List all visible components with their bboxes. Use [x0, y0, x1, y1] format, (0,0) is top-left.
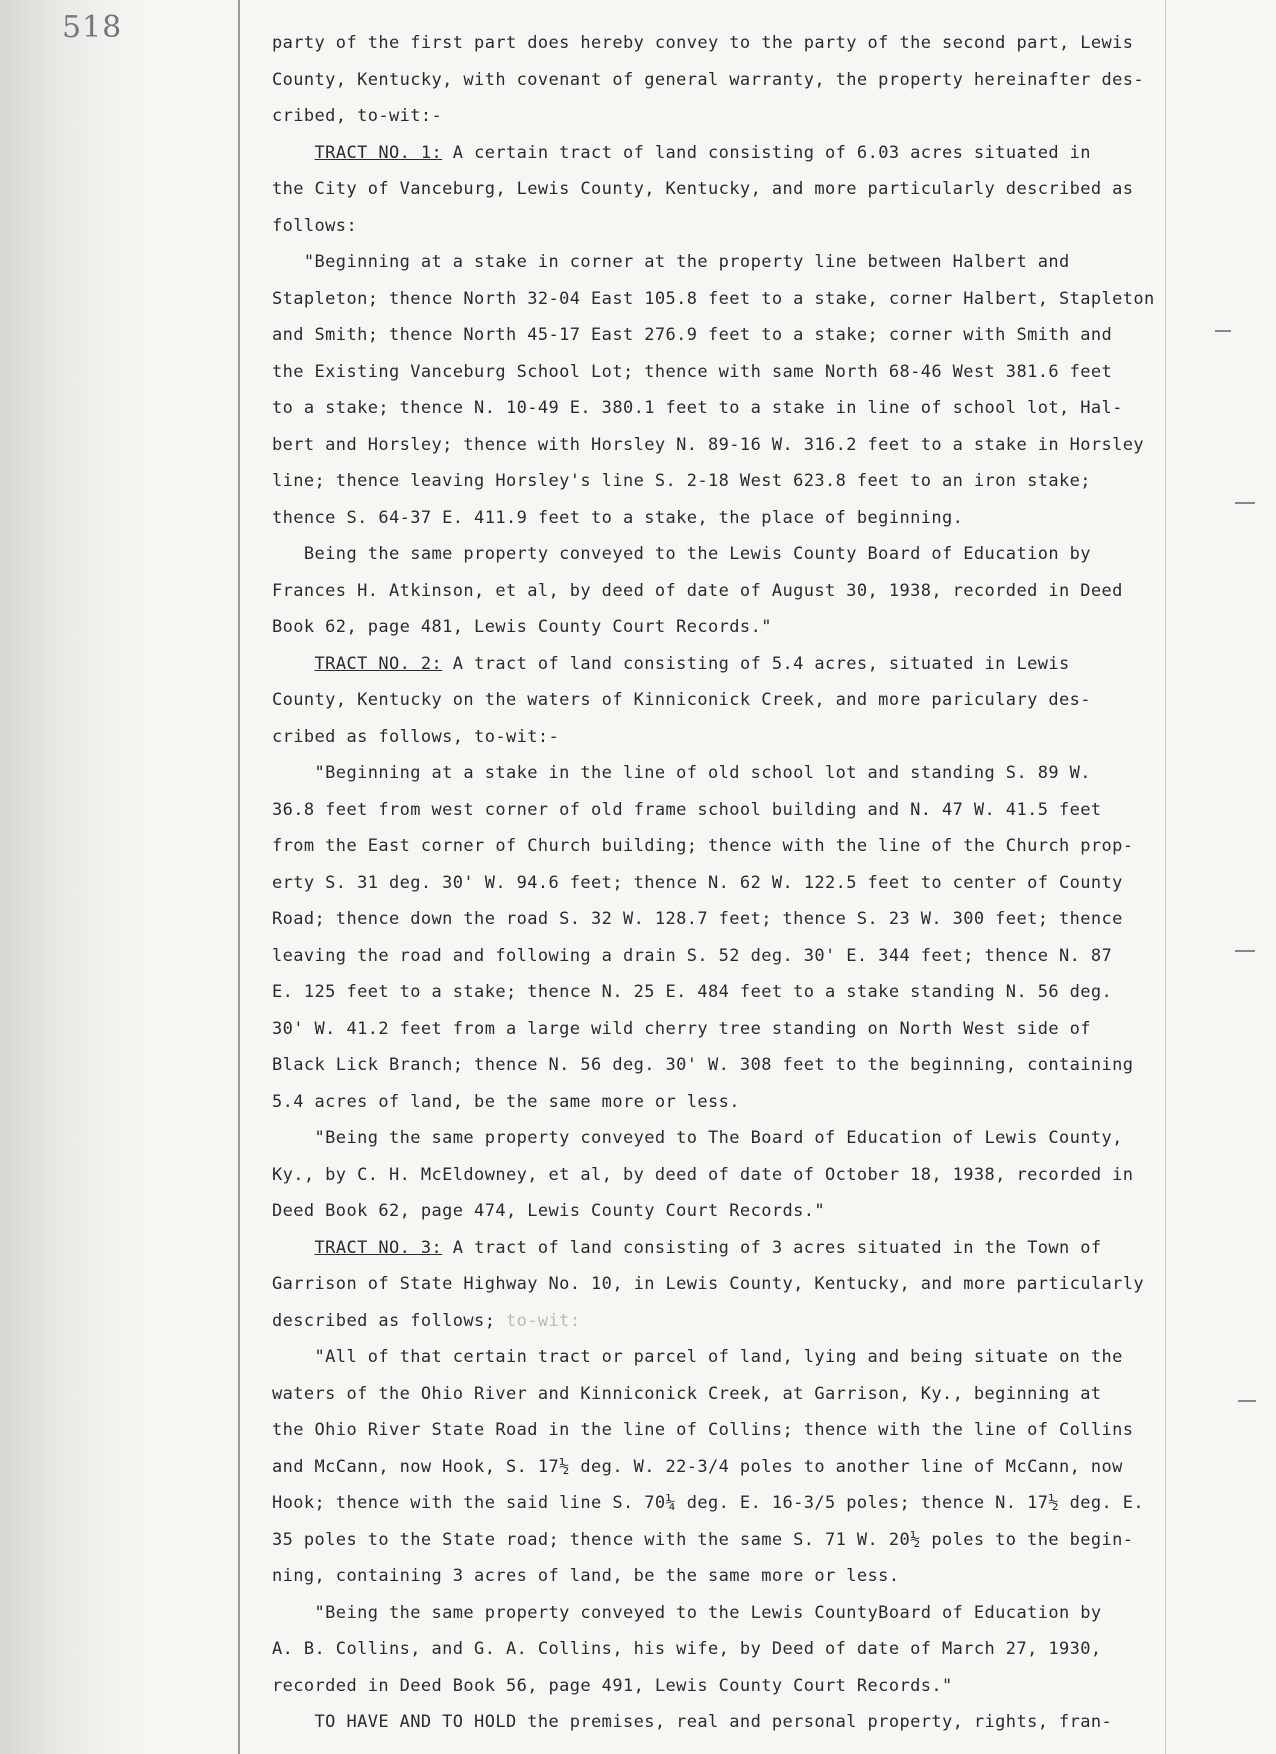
line-text: and McCann, now Hook, S. 17½ deg. W. 22-3/4 poles to another line of McCann, now — [272, 1456, 1123, 1477]
line-text: waters of the Ohio River and Kinniconick Creek, at Garrison, Ky., beginning at — [272, 1383, 1102, 1404]
line-text: from the East corner of Church building; thence with the line of the Church prop- — [272, 836, 1134, 856]
line-text: Deed Book 62, page 474, Lewis County Court Records." — [272, 1201, 826, 1221]
text-line — [272, 609, 1172, 646]
text-line — [272, 1412, 1172, 1449]
line-text: 36.8 feet from west corner of old frame school building and N. 47 W. 41.5 feet — [272, 799, 1102, 820]
text-line — [272, 1011, 1172, 1048]
line-text: Stapleton; thence North 32-04 East 105.8 feet to a stake, corner Halbert, Stapleton — [272, 288, 1155, 309]
text-line — [272, 1266, 1172, 1303]
text-line — [272, 536, 1172, 573]
text-line — [272, 1193, 1172, 1230]
line-text: ning, containing 3 acres of land, be the same more or less. — [272, 1566, 900, 1586]
line-text: recorded in Deed Book 56, page 491, Lewis County Court Records." — [272, 1675, 953, 1696]
text-line — [272, 865, 1172, 902]
line-text: Hook; thence with the said line S. 70¼ deg. E. 16-3/5 poles; thence N. 17½ deg. E. — [272, 1493, 1145, 1513]
text-line — [272, 719, 1172, 756]
text-line — [272, 1704, 1172, 1741]
text-line — [272, 354, 1172, 391]
line-text: Black Lick Branch; thence N. 56 deg. 30' W. 308 feet to the beginning, containing — [272, 1055, 1134, 1075]
line-text: described as follows; — [272, 1310, 506, 1331]
line-text — [272, 1238, 315, 1258]
tract-heading: TRACT NO. 2: — [314, 653, 443, 674]
line-text: 35 poles to the State road; thence with the same S. 71 W. 20½ poles to the begin- — [272, 1529, 1134, 1550]
faded-text: to-wit: — [505, 1310, 581, 1331]
text-line — [272, 317, 1172, 354]
scan-edge-shadow — [0, 0, 150, 1754]
line-text: County, Kentucky, with covenant of general warranty, the property hereinafter des- — [272, 69, 1145, 90]
text-line — [272, 281, 1172, 318]
line-text: cribed, to-wit:- — [272, 106, 443, 126]
margin-mark — [1238, 1400, 1256, 1402]
margin-mark — [1235, 502, 1255, 504]
line-text: Ky., by C. H. McEldowney, et al, by deed of date of October 18, 1938, recorded in — [272, 1164, 1134, 1185]
line-text: "Being the same property conveyed to the Lewis CountyBoard of Education by — [272, 1602, 1102, 1623]
text-line — [272, 1084, 1172, 1121]
line-text: A certain tract of land consisting of 6.03 acres situated in — [442, 142, 1091, 163]
line-text: 5.4 acres of land, be the same more or less. — [272, 1091, 740, 1112]
tract-heading: TRACT NO. 3: — [314, 1237, 443, 1258]
line-text: Being the same property conveyed to the Lewis County Board of Education by — [272, 544, 1091, 564]
text-line — [272, 1522, 1172, 1559]
text-line — [272, 427, 1172, 464]
line-text: the Ohio River State Road in the line of Collins; thence with the line of Collins — [272, 1420, 1134, 1440]
text-line — [272, 1157, 1172, 1194]
text-line — [272, 171, 1172, 208]
text-line — [272, 1668, 1172, 1705]
text-line — [272, 682, 1172, 719]
text-line — [272, 755, 1172, 792]
margin-mark — [1235, 950, 1255, 952]
text-line — [272, 901, 1172, 938]
line-text: "Beginning at a stake in corner at the property line between Halbert and — [272, 252, 1070, 272]
line-text: "Being the same property conveyed to The Board of Education of Lewis County, — [272, 1128, 1123, 1148]
text-line — [272, 1047, 1172, 1084]
line-text: A tract of land consisting of 3 acres situated in the Town of — [442, 1237, 1102, 1258]
text-line — [272, 1303, 1172, 1340]
text-line — [272, 1339, 1172, 1376]
line-text: 30' W. 41.2 feet from a large wild cherry tree standing on North West side of — [272, 1018, 1091, 1039]
text-line — [272, 1120, 1172, 1157]
line-text: TO HAVE AND TO HOLD the premises, real and personal property, rights, fran- — [272, 1712, 1113, 1732]
text-line — [272, 1485, 1172, 1522]
text-line — [272, 646, 1172, 683]
line-text: Road; thence down the road S. 32 W. 128.7 feet; thence S. 23 W. 300 feet; thence — [272, 909, 1123, 929]
text-line — [272, 98, 1172, 135]
line-text: party of the first part does hereby convey to the party of the second part, Lewis — [272, 33, 1134, 53]
text-line — [272, 25, 1172, 62]
line-text: leaving the road and following a drain S. 52 deg. 30' E. 344 feet; thence N. 87 — [272, 945, 1113, 966]
deed-text-body — [272, 25, 1172, 1741]
text-line — [272, 1449, 1172, 1486]
text-line — [272, 938, 1172, 975]
text-line — [272, 792, 1172, 829]
tract-heading: TRACT NO. 1: — [314, 142, 443, 163]
line-text: "All of that certain tract or parcel of land, lying and being situate on the — [272, 1347, 1123, 1367]
line-text: cribed as follows, to-wit:- — [272, 726, 560, 747]
line-text: A tract of land consisting of 5.4 acres, situated in Lewis — [442, 653, 1070, 674]
line-text: line; thence leaving Horsley's line S. 2-18 West 623.8 feet to an iron stake; — [272, 471, 1091, 491]
margin-mark — [1215, 330, 1231, 332]
line-text: thence S. 64-37 E. 411.9 feet to a stake, the place of beginning. — [272, 507, 964, 528]
text-line — [272, 463, 1172, 500]
line-text: the Existing Vanceburg School Lot; thence with same North 68-46 West 381.6 feet — [272, 361, 1113, 382]
text-line — [272, 390, 1172, 427]
line-text: E. 125 feet to a stake; thence N. 25 E. 484 feet to a stake standing N. 56 deg. — [272, 982, 1113, 1002]
line-text: Garrison of State Highway No. 10, in Lewis County, Kentucky, and more particularly — [272, 1274, 1145, 1294]
line-text: follows: — [272, 215, 358, 236]
left-margin-rule — [238, 0, 240, 1754]
text-line — [272, 62, 1172, 99]
line-text: Book 62, page 481, Lewis County Court Records." — [272, 617, 772, 637]
text-line — [272, 974, 1172, 1011]
page-number: 518 — [62, 10, 123, 45]
text-line — [272, 1558, 1172, 1595]
line-text: County, Kentucky on the waters of Kinniconick Creek, and more pariculary des- — [272, 690, 1091, 710]
line-text — [272, 143, 315, 163]
line-text: A. B. Collins, and G. A. Collins, his wife, by Deed of date of March 27, 1930, — [272, 1639, 1102, 1659]
line-text: "Beginning at a stake in the line of old school lot and standing S. 89 W. — [272, 763, 1091, 783]
line-text: bert and Horsley; thence with Horsley N. 89-16 W. 316.2 feet to a stake in Horsley — [272, 434, 1145, 455]
line-text: Frances H. Atkinson, et al, by deed of date of August 30, 1938, recorded in Deed — [272, 580, 1123, 601]
line-text: erty S. 31 deg. 30' W. 94.6 feet; thence N. 62 W. 122.5 feet to center of County — [272, 872, 1123, 893]
text-line — [272, 1376, 1172, 1413]
text-line — [272, 208, 1172, 245]
text-line — [272, 500, 1172, 537]
text-line — [272, 1230, 1172, 1267]
line-text: to a stake; thence N. 10-49 E. 380.1 feet to a stake in line of school lot, Hal- — [272, 398, 1123, 418]
text-line — [272, 135, 1172, 172]
text-line — [272, 573, 1172, 610]
text-line — [272, 1631, 1172, 1668]
text-line — [272, 828, 1172, 865]
line-text: and Smith; thence North 45-17 East 276.9 feet to a stake; corner with Smith and — [272, 325, 1113, 345]
text-line — [272, 1595, 1172, 1632]
text-line — [272, 244, 1172, 281]
line-text — [272, 654, 315, 674]
line-text: the City of Vanceburg, Lewis County, Kentucky, and more particularly described as — [272, 179, 1134, 199]
